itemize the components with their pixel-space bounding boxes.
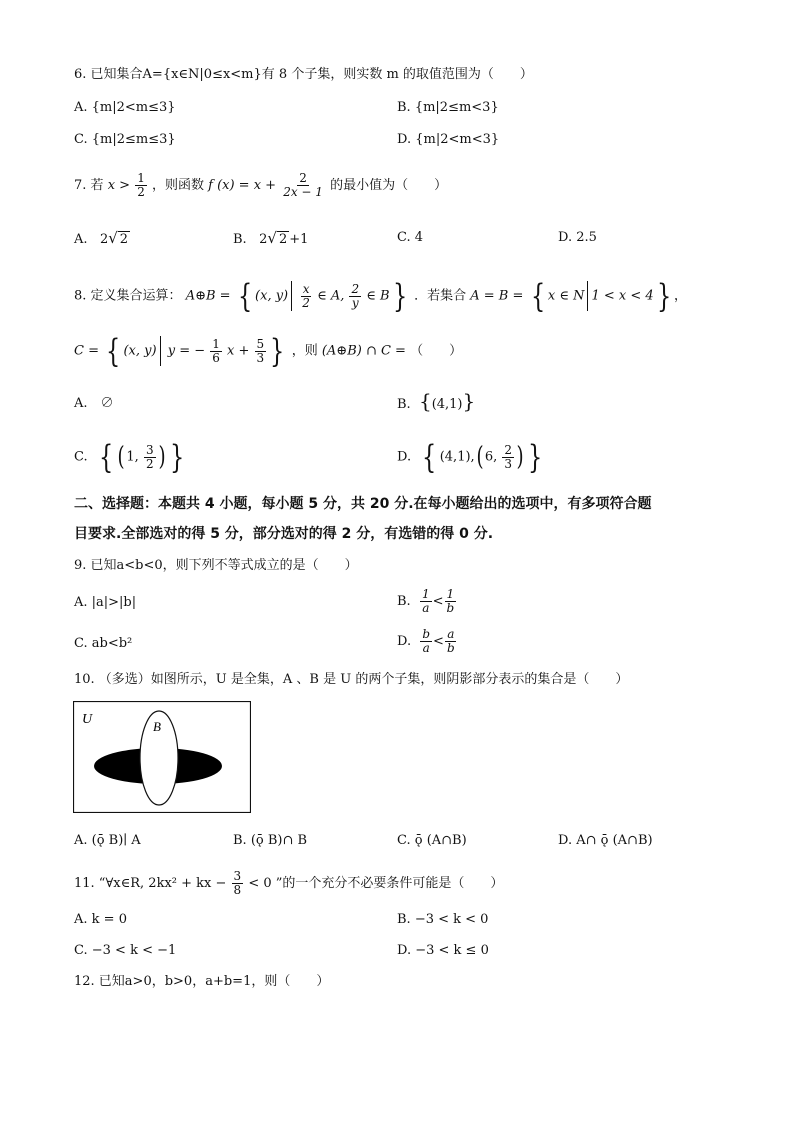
q7-option-b: B. 2√ 2 +1 xyxy=(233,229,309,247)
q8-option-b: B. {(4,1)} xyxy=(397,389,476,413)
set-b-label: B xyxy=(153,719,161,734)
q7-option-d: D. 2.5 xyxy=(558,230,597,245)
q10-option-b: B. (ǭ B)∩ B xyxy=(233,833,308,848)
q10-stem: 10. （多选）如图所示，U 是全集，A 、B 是 U 的两个子集，则阴影部分表示的集合是（ ） xyxy=(74,672,629,687)
q11-option-c: C. −3 < k < −1 xyxy=(74,943,177,958)
q6-option-d: D. {m|2<m<3} xyxy=(397,132,500,147)
q11-option-d: D. −3 < k ≤ 0 xyxy=(397,943,489,958)
section2-heading-line1: 二、选择题：本题共 4 小题，每小题 5 分，共 20 分.在每小题给出的选项中，有多项符合题 xyxy=(74,496,652,512)
q8-option-a: A. ∅ xyxy=(74,396,114,411)
q7-option-a: A. 2√ 2 xyxy=(74,229,129,247)
q11-option-a: A. k = 0 xyxy=(74,912,127,927)
q8-option-c: C. { ( 1, $\frac{3}{2}$ ) } xyxy=(74,438,185,476)
section2-heading-line2: 目要求.全部选对的得 5 分，部分选对的得 2 分，有选错的得 0 分. xyxy=(74,526,494,542)
q8-stem-line2: C = { (x, y) y = − $\frac{1}{6}$ x + $\frac{5}{3}$ } ，则 (A⊕B) ∩ C = （ ） xyxy=(74,332,463,370)
venn-diagram xyxy=(73,701,251,813)
q8-option-d: D. { (4,1),( 6, $\frac{2}{3}$ ) } xyxy=(397,438,543,476)
q7-func-fraction: $\frac{2}{2x - 1}$ xyxy=(283,171,323,199)
q12-stem: 12. 已知a>0，b>0，a+b=1，则（ ） xyxy=(74,974,330,989)
q7-cond-fraction: $\frac{1}{2}$ xyxy=(137,171,145,199)
q7-option-c: C. 4 xyxy=(397,230,424,245)
q9-option-b: B. $\frac{1}{a}$ < $\frac{1}{b}$ xyxy=(397,587,455,615)
q11-option-b: B. −3 < k < 0 xyxy=(397,912,489,927)
q7-stem: 7. 若 x > $\frac{1}{2}$ ，则函数 f (x) = x + $\frac{2}{2x - 1}$ 的最小值为（ ） xyxy=(74,171,448,199)
q6-stem: 6. 已知集合A={x∈N|0≤x<m}有 8 个子集，则实数 m 的取值范围为（ ） xyxy=(74,67,533,82)
q10-option-d: D. A∩ ǭ (A∩B) xyxy=(558,833,653,848)
q9-option-d: D. $\frac{b}{a}$ < $\frac{a}{b}$ xyxy=(397,627,455,655)
q9-stem: 9. 已知a<b<0，则下列不等式成立的是（ ） xyxy=(74,558,358,573)
q9-option-a: A. |a|>|b| xyxy=(74,595,137,610)
q10-option-a: A. (ǭ B)∣ A xyxy=(74,833,141,848)
q6-option-a: A. {m|2<m≤3} xyxy=(74,100,176,115)
q6-option-b: B. {m|2≤m<3} xyxy=(397,100,499,115)
universal-set-label: U xyxy=(82,712,93,727)
q9-option-c: C. ab<b² xyxy=(74,636,133,651)
q11-stem: 11. “∀x∈R, 2kx² + kx − $\frac{3}{8}$ < 0 ”的一个充分不必要条件可能是（ ） xyxy=(74,869,504,897)
q6-option-c: C. {m|2≤m≤3} xyxy=(74,132,176,147)
q10-option-c: C. ǭ (A∩B) xyxy=(397,833,467,848)
q8-stem-line1: 8. 定义集合运算： A⊕B = { (x, y) $\frac{x}{2}$ ∈ A, $\frac{2}{y}$ ∈ B} ．若集合 A = B = { x ∈ N 1 < x < 4} ， xyxy=(74,277,688,315)
